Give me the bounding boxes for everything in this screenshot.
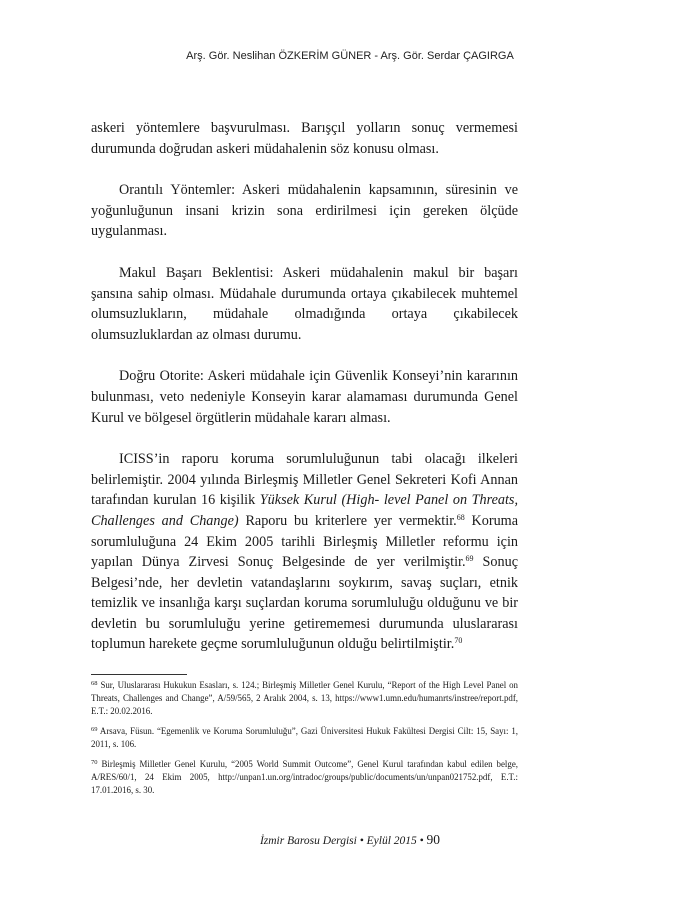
main-text bbox=[91, 118, 518, 676]
footnote-text: Birleşmiş Milletler Genel Kurulu, “2005 World Summit Outcome”, Genel Kurul tarafından kabul edilen belge, A/RES/60/1, 24 Ekim 2005, http://unpan1.un.org/intradoc/groups/public/documents/un/unpan021752.pdf, E.T.: 17.01.2016, s. 30. bbox=[91, 759, 518, 795]
footnote-text: Arsava, Füsun. “Egemenlik ve Koruma Sorumluluğu”, Gazi Üniversitesi Hukuk Fakültesi Dergisi Cilt: 15, Sayı: 1, 2011, s. 106. bbox=[91, 726, 518, 749]
footnote-70 bbox=[91, 758, 518, 797]
footnote-ref-69[interactable]: 69 bbox=[465, 554, 474, 564]
paragraph-iciss-italic: Yüksek Kurul (High- level Panel on Threats, Challenges and Change) bbox=[91, 492, 518, 529]
running-head: Arş. Gör. Neslihan ÖZKERİM GÜNER - Arş. Gör. Serdar ÇAGIRGA bbox=[186, 50, 514, 62]
paragraph-iciss-text-c: Koruma sorumluluğuna 24 Ekim 2005 tarihli Birleşmiş Milletler reformu için yapılan Dünya Zirvesi Sonuç Belgesinde de yer verilmiştir. bbox=[91, 512, 518, 571]
footnote-number: 70 bbox=[91, 759, 98, 766]
paragraph-iciss-text-d: Sonuç Belgesi’nde, her devletin vatandaşlarını soykırım, savaş suçları, etnik temizlik ve insanlığa karşı suçlardan koruma sorumluluğu olduğunu ve bir devletin bu sorumluluğu yerine getirememesi durumunda uluslararası toplumun harekete geçme sorumluluğunun olduğu belirtilmiştir. bbox=[91, 554, 518, 653]
paragraph-iciss bbox=[91, 449, 518, 655]
paragraph-proportional-means: Orantılı Yöntemler: Askeri müdahalenin kapsamının, süresinin ve yoğunluğunun insani krizin sona erdirilmesi için gereken ölçüde uygulanması. bbox=[91, 182, 518, 240]
page-number: 90 bbox=[426, 832, 441, 847]
paragraph-iciss-text-b: Raporu bu kriterlere yer vermektir. bbox=[238, 512, 457, 529]
footnote-number: 69 bbox=[91, 726, 98, 733]
footnote-text: Sur, Uluslararası Hukukun Esasları, s. 124.; Birleşmiş Milletler Genel Kurulu, “Report of the High Level Panel on Threats, Challenges and Change”, A/59/565, 2 Aralık 2004, s. 13, https://www1.umn.edu/humanrts/instree/report.pdf, E.T.: 20.02.2016. bbox=[91, 680, 518, 716]
footnote-ref-68[interactable]: 68 bbox=[456, 512, 465, 522]
page-footer bbox=[0, 832, 700, 848]
journal-name: İzmir Barosu Dergisi • Eylül 2015 • bbox=[259, 835, 424, 847]
footnote-number: 68 bbox=[91, 680, 98, 687]
footnotes bbox=[91, 679, 518, 804]
paragraph-iciss-text-a: ICISS’in raporu koruma sorumluluğunun tabi olacağı ilkeleri belirlemiştir. 2004 yılında Birleşmiş Milletler Genel Sekreteri Kofi Annan tarafından kurulan 16 kişilik bbox=[91, 451, 518, 509]
footnote-68 bbox=[91, 679, 518, 718]
footnote-69 bbox=[91, 725, 518, 751]
paragraph-1: askeri yöntemlere başvurulması. Barışçıl yolların sonuç vermemesi durumunda doğrudan askeri müdahalenin söz konusu olması. bbox=[91, 120, 518, 157]
paragraph-right-authority: Doğru Otorite: Askeri müdahale için Güvenlik Konseyi’nin kararının bulunması, veto nedeniyle Konseyin karar alamaması durumunda Genel Kurul ve bölgesel örgütlerin müdahale kararı alması. bbox=[91, 368, 518, 426]
paragraph-reasonable-prospects: Makul Başarı Beklentisi: Askeri müdahalenin makul bir başarı şansına sahip olması. Müdahale durumunda ortaya çıkabilecek muhtemel olumsuzlukların, müdahale olmadığında ortaya çıkabilecek olumsuzluklardan az olması durumu. bbox=[91, 264, 518, 343]
footnote-ref-70[interactable]: 70 bbox=[454, 636, 463, 646]
footnote-separator bbox=[91, 674, 187, 675]
